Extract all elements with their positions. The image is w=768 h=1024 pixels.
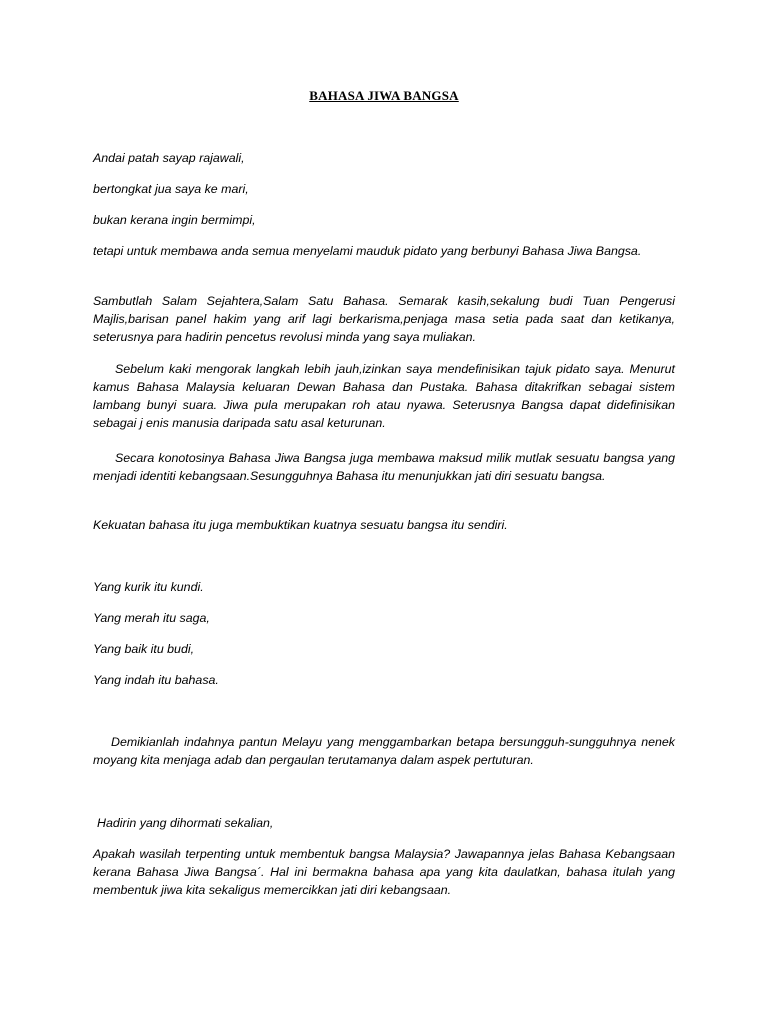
paragraph-demikian: Demikianlah indahnya pantun Melayu yang menggambarkan betapa bersungguh-sungguhnya nenek moyang kita menjaga adab dan pergaulan terutamanya dalam aspek pertuturan. [93, 735, 675, 767]
opening-line-3: bukan kerana ingin bermimpi, [93, 213, 256, 227]
pantun-line-4: Yang indah itu bahasa. [93, 673, 219, 687]
opening-line-1: Andai patah sayap rajawali, [93, 151, 245, 165]
paragraph-hadirin: Hadirin yang dihormati sekalian, [97, 816, 274, 830]
paragraph-kekuatan: Kekuatan bahasa itu juga membuktikan kuatnya sesuatu bangsa itu sendiri. [93, 518, 508, 532]
pantun-line-1: Yang kurik itu kundi. [93, 580, 204, 594]
opening-line-4: tetapi untuk membawa anda semua menyelami mauduk pidato yang berbunyi Bahasa Jiwa Bangsa. [93, 244, 642, 258]
paragraph-apakah: Apakah wasilah terpenting untuk membentuk bangsa Malaysia? Jawapannya jelas Bahasa Kebangsaan kerana Bahasa Jiwa Bangsa´. Hal ini bermakna bahasa apa yang kita daulatkan, bahasa itulah yang membentuk jiwa kita sekaligus memercikkan jati diri kebangsaan. [93, 847, 675, 897]
paragraph-konotasi: Secara konotosinya Bahasa Jiwa Bangsa juga membawa maksud milik mutlak sesuatu bangsa yang menjadi identiti kebangsaan.Sesungguhnya Bahasa itu menunjukkan jati diri sesuatu bangsa. [93, 451, 675, 483]
pantun-line-3: Yang baik itu budi, [93, 642, 195, 656]
document-title: BAHASA JIWA BANGSA [309, 88, 459, 103]
opening-line-2: bertongkat jua saya ke mari, [93, 182, 249, 196]
paragraph-definisi: Sebelum kaki mengorak langkah lebih jauh,izinkan saya mendefinisikan tajuk pidato saya. Menurut kamus Bahasa Malaysia keluaran Dewan Bahasa dan Pustaka. Bahasa ditakrifkan sebagai sistem lambang bunyi suara. Jiwa pula merupakan roh atau nyawa. Seterusnya Bangsa dapat didefinisikan sebagai j enis manusia daripada satu asal keturunan. [93, 362, 675, 430]
pantun-line-2: Yang merah itu saga, [93, 611, 210, 625]
paragraph-salam: Sambutlah Salam Sejahtera,Salam Satu Bahasa. Semarak kasih,sekalung budi Tuan Pengerusi Majlis,barisan panel hakim yang arif lagi berkarisma,penjaga masa setia pada saat dan ketikanya, seterusnya para hadirin pencetus revolusi minda yang saya muliakan. [93, 294, 675, 344]
